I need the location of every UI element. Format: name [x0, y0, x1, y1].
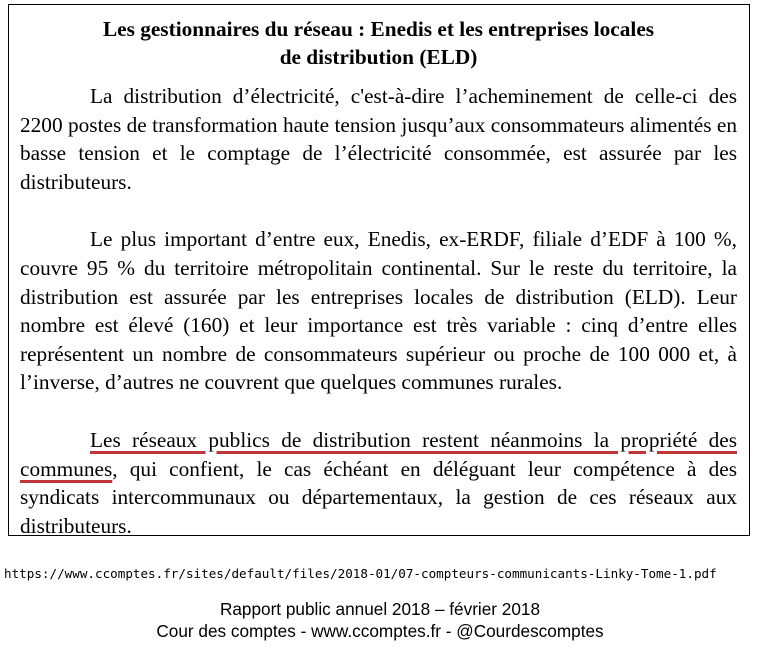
- footer: [0, 598, 760, 642]
- document-title-line-2: de distribution (ELD): [279, 45, 478, 69]
- highlighted-sentence: Les réseaux publics de distribution restent néanmoins la propriété des communes: [20, 427, 737, 481]
- document-title: [20, 15, 737, 71]
- paragraph-3-rest: , qui confient, le cas échéant en déléguant leur compétence à des syndicats intercommunaux ou départementaux, la gestion de ces réseaux aux distributeurs.: [20, 456, 737, 538]
- document-excerpt-box: [8, 4, 750, 536]
- footer-report-line: Rapport public annuel 2018 – février 2018: [219, 599, 541, 619]
- footer-publisher-line: Cour des comptes - www.ccomptes.fr - @Courdescomptes: [156, 621, 604, 641]
- paragraph-1: La distribution d’électricité, c'est-à-dire l’acheminement de celle-ci des 2200 postes de transformation haute tension jusqu’aux consommateurs alimentés en basse tension et le comptage de l’électricité consommée, est assurée par les distributeurs.: [20, 84, 737, 194]
- paragraph-2: Le plus important d’entre eux, Enedis, ex-ERDF, filiale d’EDF à 100 %, couvre 95 % du territoire métropolitain continental. Sur le reste du territoire, la distribution est assurée par les entreprises locales de distribution (ELD). Leur nombre est élevé (160) et leur importance est très variable : cinq d’entre elles représentent un nombre de consommateurs supérieur ou proche de 100 000 et, à l’inverse, d’autres ne couvrent que quelques communes rurales.: [20, 227, 737, 395]
- document-title-line-1: Les gestionnaires du réseau : Enedis et les entreprises locales: [102, 17, 655, 41]
- source-url: https://www.ccomptes.fr/sites/default/files/2018-01/07-compteurs-communicants-Linky-Tome-1.pdf: [4, 566, 717, 581]
- paragraph-3: [20, 426, 737, 540]
